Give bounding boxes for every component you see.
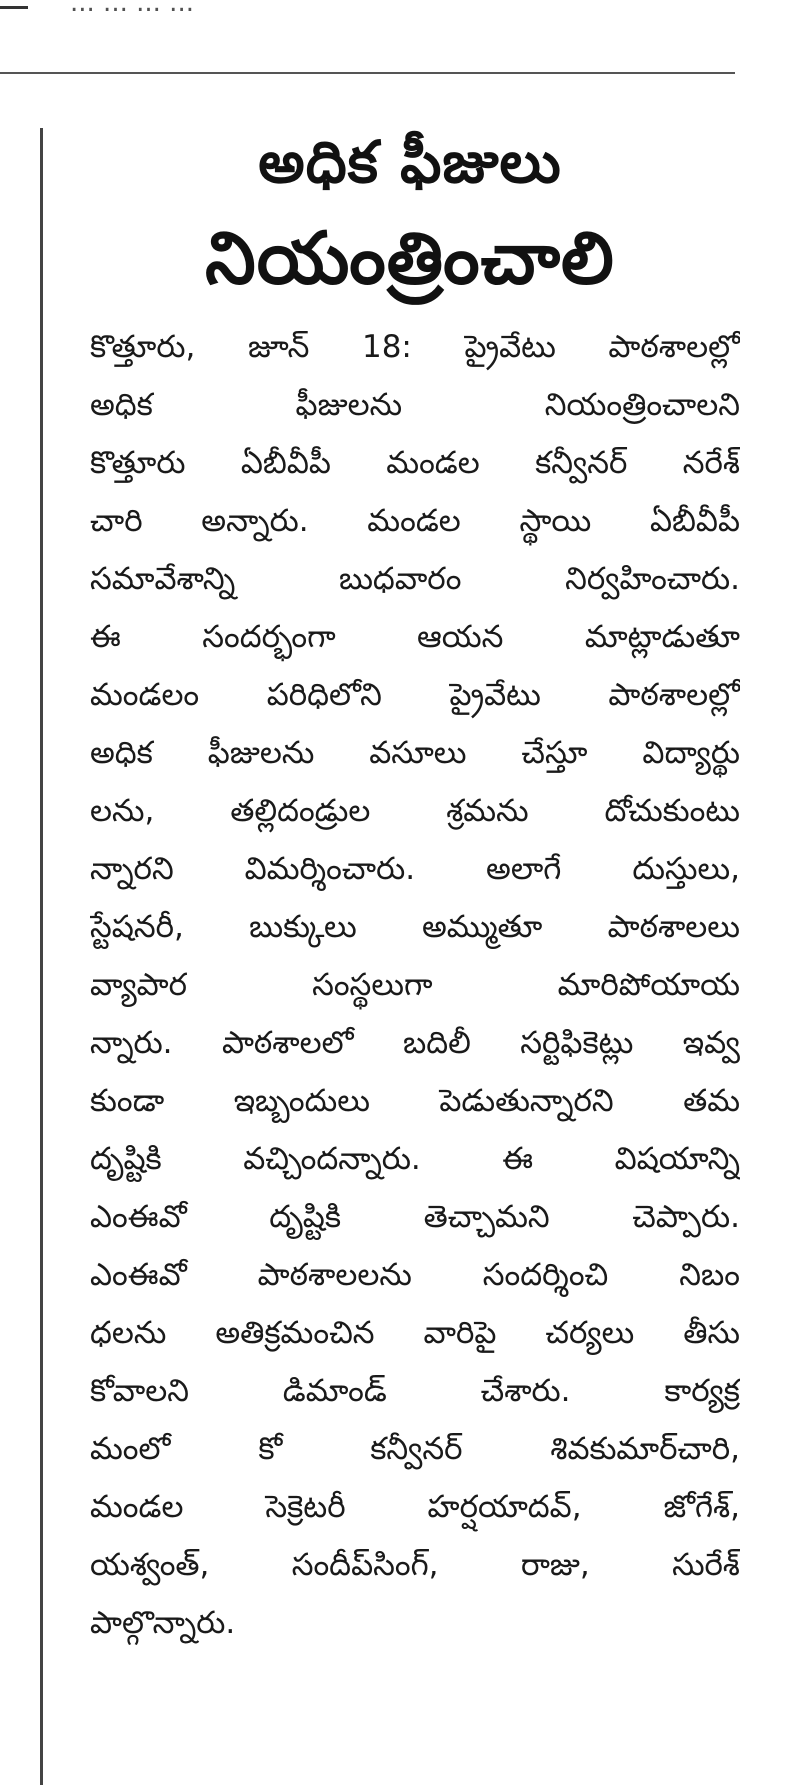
article-line: న్నారని విమర్శించారు. అలాగే దుస్తులు, bbox=[90, 851, 740, 887]
article-line: ఎంఈవో పాఠశాలలను సందర్శించి నిబం bbox=[90, 1257, 740, 1293]
section-divider bbox=[0, 72, 735, 74]
article-line: సమావేశాన్ని బుధవారం నిర్వహించారు. bbox=[90, 561, 740, 597]
headline-line-1: అధిక ఫీజులు bbox=[258, 128, 562, 196]
article-line: యశ్వంత్, సందీప్‌సింగ్, రాజు, సురేశ్ bbox=[90, 1547, 740, 1583]
article-line: అధిక ఫీజులను వసూలు చేస్తూ విద్యార్థు bbox=[90, 735, 740, 771]
article-line: అధిక ఫీజులను నియంత్రించాలని bbox=[90, 387, 740, 423]
article-line: మండలం పరిధిలోని ప్రైవేటు పాఠశాలల్లో bbox=[90, 677, 740, 713]
previous-article-snippet: ... ... ... ... bbox=[70, 0, 194, 18]
column-divider bbox=[40, 128, 43, 1785]
article-line: కుండా ఇబ్బందులు పెడుతున్నారని తమ bbox=[90, 1083, 740, 1119]
article-line: చారి అన్నారు. మండల స్థాయి ఏబీవీపీ bbox=[90, 503, 740, 539]
article-line: దృష్టికి వచ్చిందన్నారు. ఈ విషయాన్ని bbox=[90, 1141, 740, 1177]
headline bbox=[90, 118, 730, 310]
article-line: న్నారు. పాఠశాలలో బదిలీ సర్టిఫికెట్లు ఇవ్వ bbox=[90, 1025, 740, 1061]
article-line: కొత్తూరు, జూన్ 18: ప్రైవేటు పాఠశాలల్లో bbox=[90, 329, 740, 365]
article-line: స్టేషనరీ, బుక్కులు అమ్ముతూ పాఠశాలలు bbox=[90, 909, 740, 945]
article-line: ఈ సందర్భంగా ఆయన మాట్లాడుతూ bbox=[90, 619, 740, 655]
headline-line-2: నియంత్రించాలి bbox=[205, 216, 615, 300]
header-dash bbox=[0, 6, 28, 9]
article-line: కొత్తూరు ఏబీవీపీ మండల కన్వీనర్ నరేశ్ bbox=[90, 445, 740, 481]
article-line: లను, తల్లిదండ్రుల శ్రమను దోచుకుంటు bbox=[90, 793, 740, 829]
article-line: పాల్గొన్నారు. bbox=[90, 1605, 236, 1641]
article-line: మంలో కో కన్వీనర్ శివకుమార్‌చారి, bbox=[90, 1431, 740, 1467]
article-line: ధలను అతిక్రమంచిన వారిపై చర్యలు తీసు bbox=[90, 1315, 740, 1351]
article-line: మండల సెక్రెటరీ హర్షయాదవ్, జోగేశ్, bbox=[90, 1489, 740, 1525]
article-line: వ్యాపార సంస్థలుగా మారిపోయాయ bbox=[90, 967, 740, 1003]
article-line: ఎంఈవో దృష్టికి తెచ్చామని చెప్పారు. bbox=[90, 1199, 740, 1235]
article-line: కోవాలని డిమాండ్ చేశారు. కార్యక్ర bbox=[90, 1373, 740, 1409]
article-body bbox=[90, 318, 740, 1768]
